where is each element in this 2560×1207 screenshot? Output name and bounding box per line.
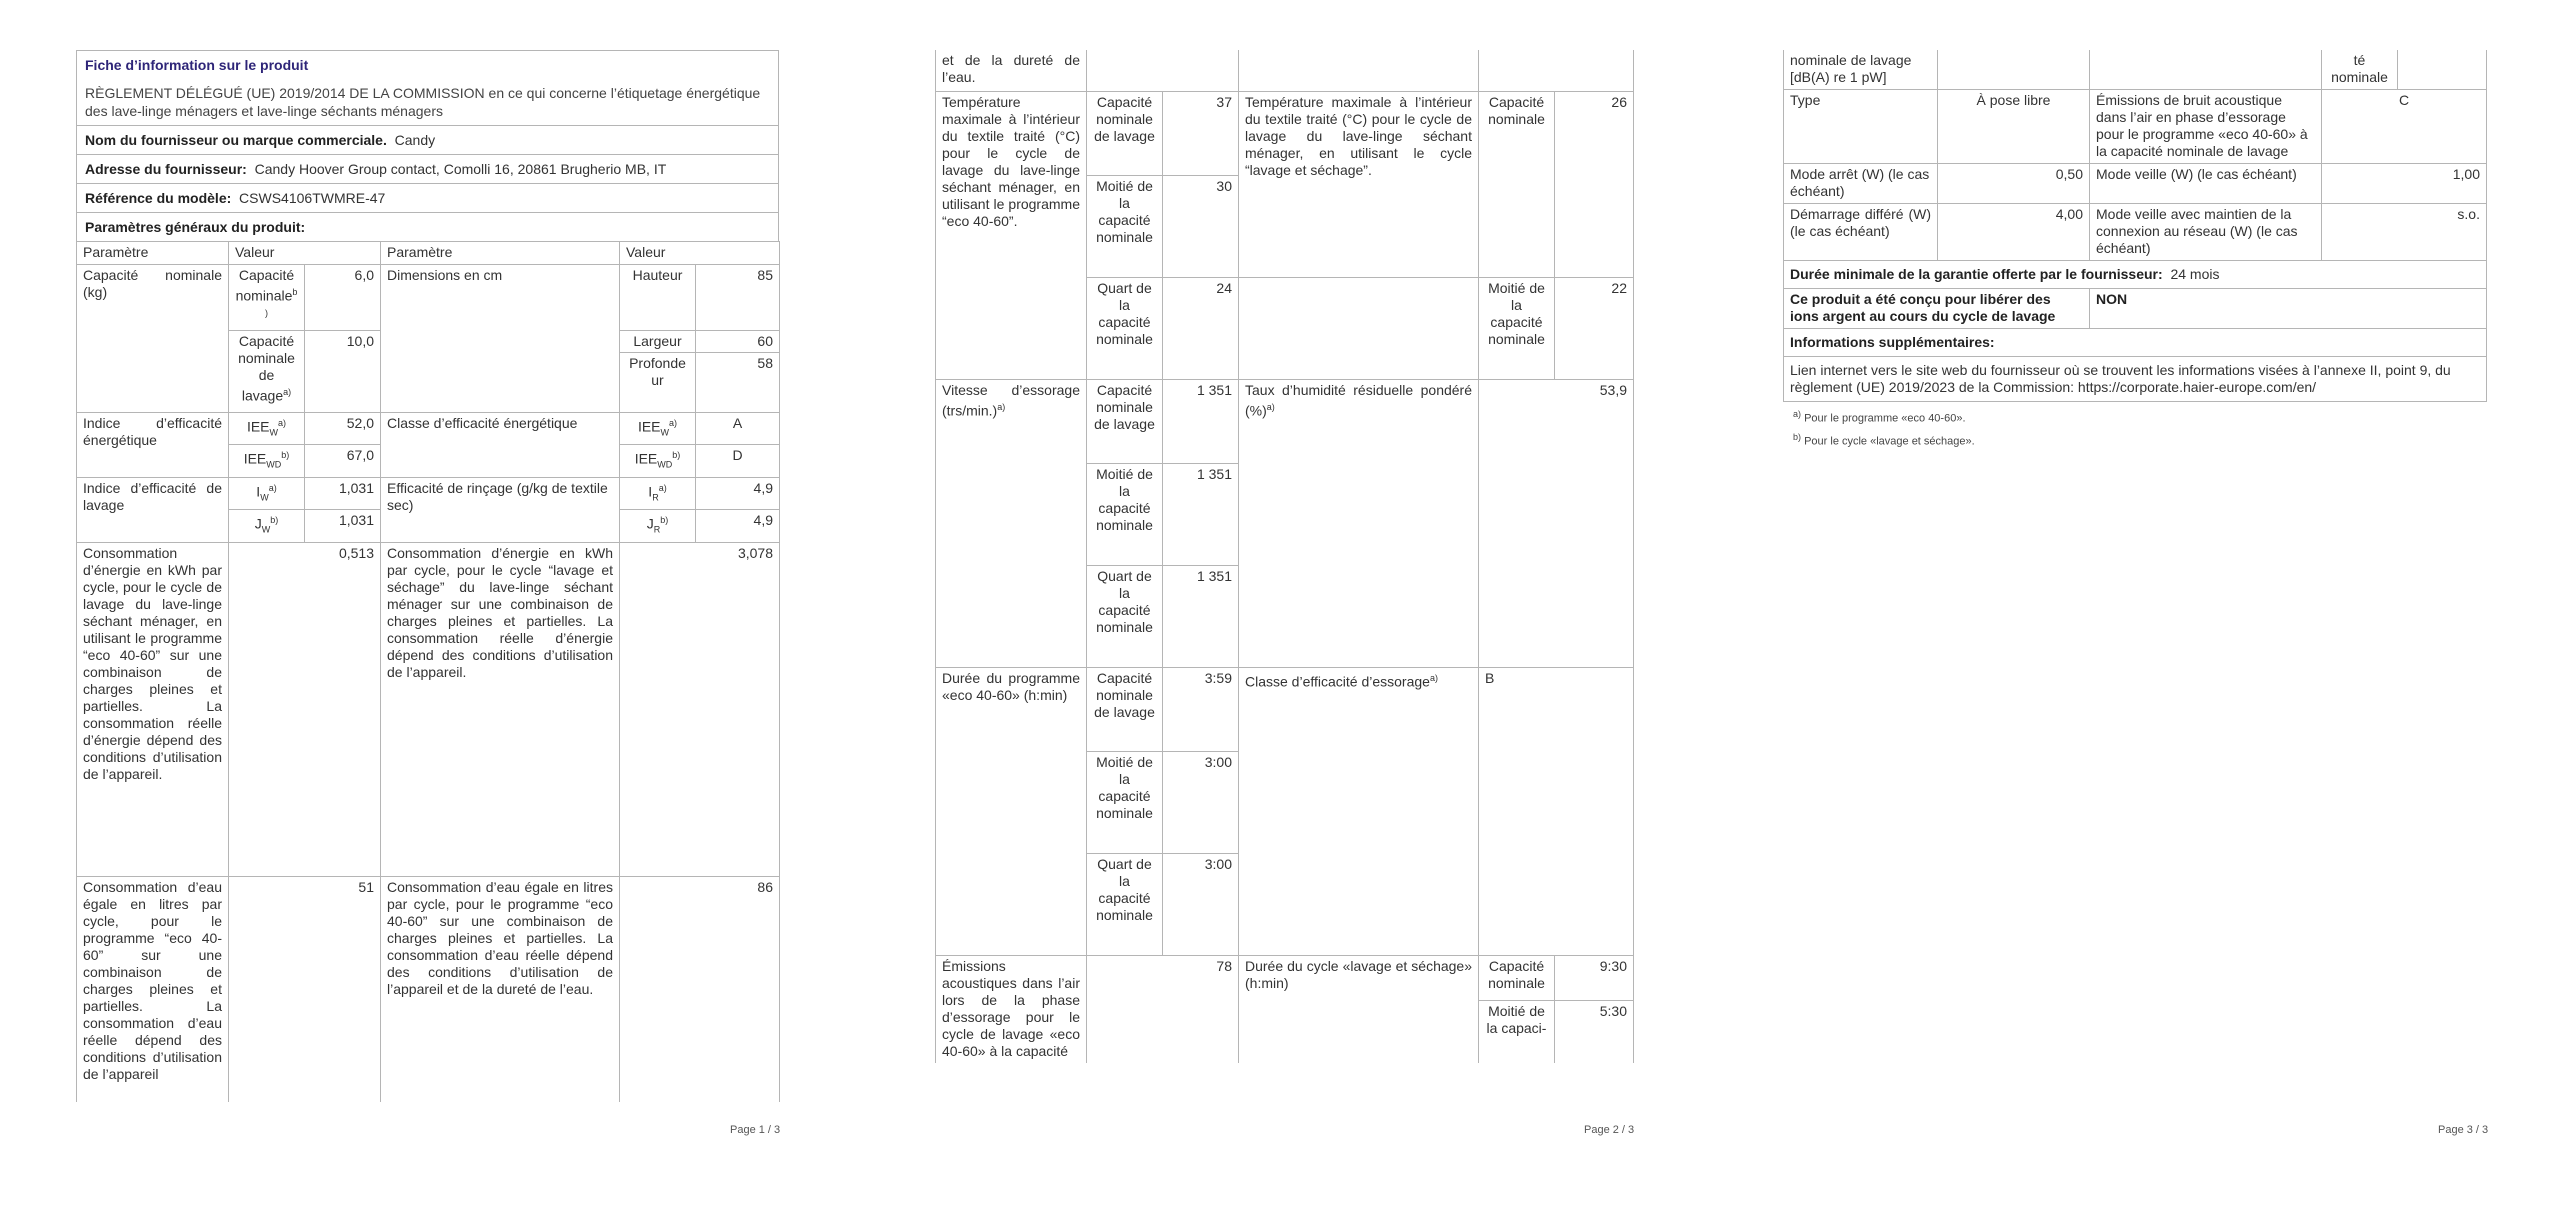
col-header-param: Paramètre xyxy=(77,242,229,265)
spin-half-value: 1 351 xyxy=(1163,464,1239,566)
duration-quarter-value: 3:00 xyxy=(1163,854,1239,956)
table-row xyxy=(1784,261,2487,289)
table-row xyxy=(1784,50,2487,90)
spin-speed-label: Vitesse d’essorage $(trs/\min.)^{a)}$ xyxy=(936,380,1087,668)
dry-duration-half-value: 5:30 xyxy=(1555,1001,1634,1063)
half-cap-short-label: Moitié de la capaci- xyxy=(1479,1001,1555,1063)
page-2 xyxy=(935,50,1633,1063)
warranty-row xyxy=(1784,261,2487,289)
model-label: Référence du modèle: xyxy=(85,190,232,206)
page-number-3: Page 3 / 3 xyxy=(2438,1124,2489,1136)
width-depth-values xyxy=(696,331,780,413)
table-row xyxy=(77,542,780,876)
iee-w-value: 52,0 xyxy=(305,413,381,445)
iee-wd-label: $IEE_{WD}^{b)}$ xyxy=(229,445,305,477)
capacity-value: 6,0 xyxy=(305,265,381,331)
temp-dry-full-value: 26 xyxy=(1555,92,1634,278)
energy-consumption-wash-value: 0,513 xyxy=(229,542,381,876)
page-number-2: Page 2 / 3 xyxy=(1584,1124,1635,1136)
table-row xyxy=(77,413,780,445)
continued-text: et de la dureté de l’eau. xyxy=(936,50,1087,92)
table-row xyxy=(936,92,1634,176)
spin-class-label: Classe d’efficacité d’essorage$^{a)}$ xyxy=(1239,668,1479,956)
height-label: Hauteur xyxy=(620,265,696,331)
iee-wd-value: 67,0 xyxy=(305,445,381,477)
cap-nominal-label: Capacité nominale de lavage xyxy=(1087,380,1163,464)
params-table-page3 xyxy=(1783,50,2487,402)
standby-label: Mode veille (W) (le cas échéant) xyxy=(2090,164,2322,204)
table-row xyxy=(936,50,1634,92)
wash-capacity-value: 10,0 xyxy=(305,331,381,413)
table-header-row xyxy=(77,242,780,265)
off-mode-value: 0,50 xyxy=(1938,164,2090,204)
temp-wash-quarter-value: 24 xyxy=(1163,278,1239,380)
supplier-row xyxy=(76,125,779,154)
rinse-label: Efficacité de rinçage (g/kg de textile sec) xyxy=(381,477,620,542)
warranty-label: Durée minimale de la garantie offerte par le fournisseur: xyxy=(1790,266,2163,282)
quarter-cap-label: Quart de la capacité nominale xyxy=(1087,566,1163,668)
params-table-page2 xyxy=(935,50,1634,1063)
params-table-page1 xyxy=(76,241,780,1102)
table-row xyxy=(1784,90,2487,164)
networked-standby-label: Mode veille avec maintien de la connexion au réseau (W) (le cas échéant) xyxy=(2090,204,2322,261)
energy-consumption-dry-label: Consommation d’énergie en kWh par cycle, pour le cycle “lavage et séchage” du lave-linge séchant ménager sur une combinaison de charges pleines et partielles. La consommation réelle d’énergie dépend des conditions d’utilisation de l’appareil. xyxy=(381,542,620,876)
ir-value: 4,9 xyxy=(696,477,780,509)
address-value: Candy Hoover Group contact, Comolli 16, 20861 Brugherio MB, IT xyxy=(254,161,667,177)
table-row xyxy=(1784,204,2487,261)
temp-dry-label: Température maximale à l’intérieur du textile traité (°C) pour le cycle de lavage du lave-linge séchant ménager, en utilisant le cycle “lavage et séchage”. xyxy=(1239,92,1479,278)
warranty-value: 24 mois xyxy=(2170,266,2220,282)
depth-label: Profondeur xyxy=(629,355,686,388)
delay-start-value: 4,00 xyxy=(1938,204,2090,261)
delay-start-label: Démarrage différé (W) (le cas échéant) xyxy=(1784,204,1938,261)
off-mode-label: Mode arrêt (W) (le cas échéant) xyxy=(1784,164,1938,204)
spin-class-value: B xyxy=(1479,668,1634,956)
regulation-text: RÈGLEMENT DÉLÉGUÉ (UE) 2019/2014 DE LA COMMISSION en ce qui concerne l’étiquetage énergétique des lave-linge ménagers et lave-linge séchants ménagers xyxy=(76,79,779,125)
networked-standby-value: s.o. xyxy=(2322,204,2487,261)
water-consumption-wash-label: Consommation d’eau égale en litres par cycle, pour le programme “eco 40-60” sur une combinaison de charges pleines et partielles. La consommation d’eau réelle dépend des conditions d’utilisation de l’appareil xyxy=(77,876,229,1102)
supplier-link-text: Lien internet vers le site web du fournisseur où se trouvent les informations visées à l’annexe II, point 9, du règlement (UE) 2019/2023 de la Commission: https://corporate.haier-europe.com/en/ xyxy=(1784,357,2487,402)
energy-class-label: Classe d’efficacité énergétique xyxy=(381,413,620,478)
quarter-cap-label: Quart de la capacité nominale xyxy=(1087,278,1163,380)
table-row xyxy=(936,668,1634,752)
footnote-b: $^{b)}$ Pour le cycle «lavage et séchage». xyxy=(1793,431,1975,448)
supplier-label: Nom du fournisseur ou marque commerciale. xyxy=(85,132,387,148)
footnote-a: $^{a)}$ Pour le programme «eco 40-60». xyxy=(1793,409,1966,425)
height-value: 85 xyxy=(696,265,780,331)
cap-nominal-label: Capacité nominale de lavage xyxy=(1087,668,1163,752)
table-row xyxy=(936,956,1634,1001)
noise-label: Émissions acoustiques dans l’air lors de la phase d’essorage pour le cycle de lavage «eco 40-60» à la capacité xyxy=(936,956,1087,1064)
table-row xyxy=(936,380,1634,464)
cap-nominal-continued: té nominale xyxy=(2322,50,2398,90)
water-consumption-dry-value: 86 xyxy=(620,876,780,1102)
half-cap-label: Moitié de la capacité nominale xyxy=(1087,752,1163,854)
depth-value: 58 xyxy=(757,355,773,371)
iee-w-label: $IEE_W^{a)}$ xyxy=(229,413,305,445)
standby-value: 1,00 xyxy=(2322,164,2487,204)
table-row xyxy=(1784,329,2487,357)
table-row xyxy=(77,265,780,331)
document-title: Fiche d’information sur le produit xyxy=(76,50,779,79)
model-row xyxy=(76,183,779,212)
noise-value: 78 xyxy=(1087,956,1239,1064)
duration-label: Durée du programme «eco 40-60» (h:min) xyxy=(936,668,1087,956)
iee-wd-label-right: $IEE_{WD}^{b)}$ xyxy=(620,445,696,477)
width-depth-labels xyxy=(620,331,696,413)
jr-label: $J_R^{b)}$ xyxy=(620,510,696,542)
jr-value: 4,9 xyxy=(696,510,780,542)
col-header-value: Valeur xyxy=(229,242,381,265)
noise-class-value: C xyxy=(2322,90,2487,164)
extra-info-heading: Informations supplémentaires: xyxy=(1784,329,2487,357)
energy-consumption-dry-value: 3,078 xyxy=(620,542,780,876)
jw-value: 1,031 xyxy=(305,510,381,542)
iee-label: Indice d’efficacité énergétique xyxy=(77,413,229,478)
table-row xyxy=(77,477,780,509)
width-label: Largeur xyxy=(620,331,695,353)
general-params-heading: Paramètres généraux du produit: xyxy=(76,212,779,241)
temp-wash-full-value: 37 xyxy=(1163,92,1239,176)
quarter-cap-label: Quart de la capacité nominale xyxy=(1087,854,1163,956)
type-label: Type xyxy=(1784,90,1938,164)
silver-ions-label: Ce produit a été conçu pour libérer des ions argent au cours du cycle de lavage xyxy=(1784,289,2090,329)
table-row xyxy=(1784,289,2487,329)
capacity-sub-label: Capacité nominale$^{b)}$ xyxy=(229,265,305,331)
iw-value: 1,031 xyxy=(305,477,381,509)
dry-duration-label: Durée du cycle «lavage et séchage» (h:min) xyxy=(1239,956,1479,1064)
wash-capacity-sub-label: Capacité nominale de lavage$^{a)}$ xyxy=(229,331,305,413)
address-label: Adresse du fournisseur: xyxy=(85,161,247,177)
noise-unit-continued: nominale de lavage [dB(A) re 1 pW] xyxy=(1784,50,1938,90)
iee-w-label-right: $IEE_W^{a)}$ xyxy=(620,413,696,445)
half-cap-label: Moitié de la capacité nominale xyxy=(1479,278,1555,380)
col-header-param: Paramètre xyxy=(381,242,620,265)
silver-ions-value: NON xyxy=(2090,289,2487,329)
energy-class-w-value: A xyxy=(696,413,780,445)
temp-dry-half-value: 22 xyxy=(1555,278,1634,380)
duration-half-value: 3:00 xyxy=(1163,752,1239,854)
supplier-value: Candy xyxy=(394,132,436,148)
ir-label: $I_R^{a)}$ xyxy=(620,477,696,509)
capacity-label: Capacité nominale (kg) xyxy=(77,265,229,413)
spin-full-value: 1 351 xyxy=(1163,380,1239,464)
temp-wash-half-value: 30 xyxy=(1163,176,1239,278)
half-cap-label: Moitié de la capacité nominale xyxy=(1087,464,1163,566)
wash-index-label: Indice d’efficacité de lavage xyxy=(77,477,229,542)
cap-nominal-short-label: Capacité nominale xyxy=(1479,92,1555,278)
water-consumption-dry-label: Consommation d’eau égale en litres par cycle, pour le programme “eco 40-60” sur une combinaison de charges pleines et partielles. La consommation d’eau réelle dépend des conditions d’utilisation de l’appareil et de la dureté de l’eau. xyxy=(381,876,620,1102)
table-row xyxy=(1784,357,2487,402)
type-value: À pose libre xyxy=(1938,90,2090,164)
iw-label: $I_W^{a)}$ xyxy=(229,477,305,509)
energy-consumption-wash-label: Consommation d’énergie en kWh par cycle, pour le cycle de lavage du lave-linge séchant ménager, en utilisant le programme “eco 40-60” sur une combinaison de charges pleines et partielles. La consommation réelle d’énergie dépend des conditions d’utilisation de l’appareil. xyxy=(77,542,229,876)
dimensions-label: Dimensions en cm xyxy=(381,265,620,413)
jw-label: $J_W^{b)}$ xyxy=(229,510,305,542)
moisture-label: Taux d’humidité résiduelle pondéré (%)$^{a)}$ xyxy=(1239,380,1479,668)
cap-nominal-label: Capacité nominale de lavage xyxy=(1087,92,1163,176)
temp-wash-label: Température maximale à l’intérieur du textile traité (°C) pour le cycle de lavage du lave-linge séchant ménager, en utilisant le programme “eco 40-60”. xyxy=(936,92,1087,380)
page-3 xyxy=(1783,50,2486,450)
dry-duration-full-value: 9:30 xyxy=(1555,956,1634,1001)
moisture-value: 53,9 xyxy=(1479,380,1634,668)
energy-class-wd-value: D xyxy=(696,445,780,477)
address-row xyxy=(76,154,779,183)
col-header-value: Valeur xyxy=(620,242,780,265)
half-cap-label: Moitié de la capacité nominale xyxy=(1087,176,1163,278)
width-value: 60 xyxy=(696,331,779,353)
table-row xyxy=(77,876,780,1102)
page-number-1: Page 1 / 3 xyxy=(730,1124,781,1136)
cap-nominal-short-label: Capacité nominale xyxy=(1479,956,1555,1001)
noise-class-label: Émissions de bruit acoustique dans l’air en phase d’essorage pour le programme «eco 40-60» à la capacité nominale de lavage xyxy=(2090,90,2322,164)
water-consumption-wash-value: 51 xyxy=(229,876,381,1102)
spin-quarter-value: 1 351 xyxy=(1163,566,1239,668)
model-value: CSWS4106TWMRE-47 xyxy=(239,190,386,206)
page-1 xyxy=(76,50,779,1102)
duration-full-value: 3:59 xyxy=(1163,668,1239,752)
table-row xyxy=(1784,164,2487,204)
